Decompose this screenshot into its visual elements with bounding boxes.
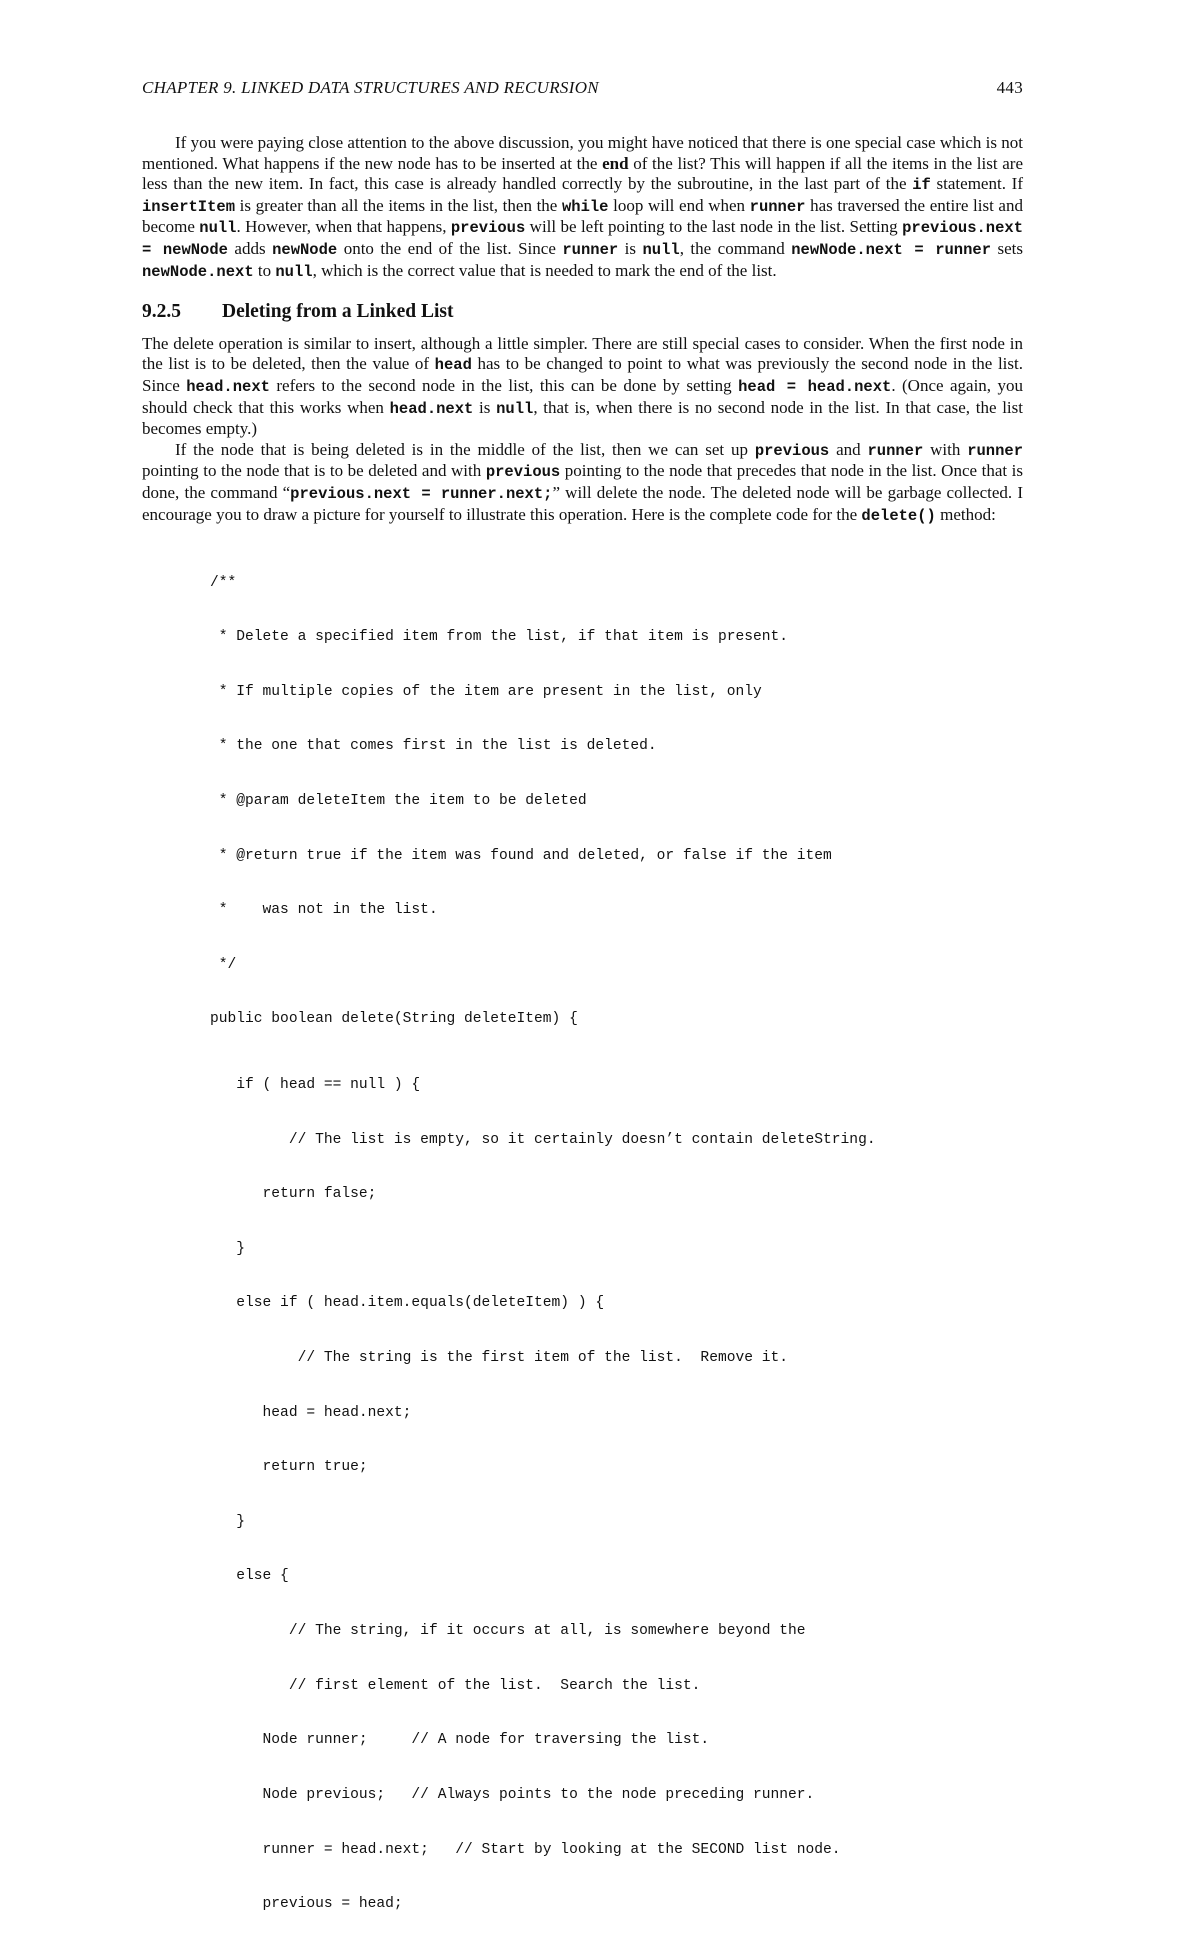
code-line: runner = head.next; // Start by looking at the SECOND list node. <box>210 1841 841 1858</box>
code-runner: runner <box>967 441 1023 460</box>
code-line: * @return true if the item was found and deleted, or false if the item <box>210 847 832 864</box>
paragraph-delete-intro <box>142 334 1023 440</box>
code-line: if ( head == null ) { <box>210 1076 421 1093</box>
code-listing <box>210 537 1023 1950</box>
text-run: method: <box>935 504 996 524</box>
code-head-next: head.next <box>186 377 270 396</box>
text-run: is <box>473 397 497 417</box>
code-if: if <box>912 176 931 195</box>
section-number: 9.2.5 <box>142 301 181 323</box>
code-line: * was not in the list. <box>210 902 438 919</box>
text-run: with <box>923 439 968 459</box>
code-null: null <box>275 262 313 281</box>
code-line: public boolean delete(String deleteItem) { <box>210 1011 578 1028</box>
code-line: // The string is the first item of the list. Remove it. <box>210 1350 789 1367</box>
text-run: sets <box>991 238 1024 258</box>
text-run: ” will delete the node. The deleted node will be garbage collected. I encourage you to draw a picture for yourself to illustrate this operation. Here is the complete code for the <box>142 482 1023 524</box>
code-line: return true; <box>210 1459 368 1476</box>
code-null: null <box>496 399 534 418</box>
text-run: will be left pointing to the last node in the list. Setting <box>525 217 903 237</box>
emphasis-end: end <box>602 153 629 173</box>
code-line: * Delete a specified item from the list, if that item is present. <box>210 629 789 646</box>
code-line: } <box>210 1240 246 1257</box>
code-newnode: newNode <box>272 240 338 259</box>
text-run: . However, when that happens, <box>236 217 451 237</box>
text-run: The delete operation is similar to insert, although a little simpler. There are still special cases to consider. When the first node in the list is to be deleted, then the value of <box>142 333 1023 374</box>
text-run: and <box>829 439 868 459</box>
code-line: Node runner; // A node for traversing the list. <box>210 1732 710 1749</box>
code-line: else { <box>210 1568 289 1585</box>
text-run: pointing to the node that is to be deleted and with <box>142 461 486 481</box>
code-line: * the one that comes first in the list is deleted. <box>210 738 657 755</box>
text-run: onto the end of the list. Since <box>337 238 563 258</box>
code-line: // The list is empty, so it certainly doesn’t contain deleteString. <box>210 1131 876 1148</box>
code-line: * @param deleteItem the item to be deleted <box>210 792 587 809</box>
code-null: null <box>642 240 680 259</box>
text-run: adds <box>227 238 273 258</box>
code-null: null <box>199 219 237 238</box>
text-run: loop will end when <box>608 195 750 215</box>
text-run: has traversed the entire list and become <box>142 195 1023 237</box>
text-run: , which is the correct value that is needed to mark the end of the list. <box>312 260 777 280</box>
text-run: is <box>618 238 643 258</box>
code-delete-method: delete() <box>861 506 936 525</box>
code-line: head = head.next; <box>210 1404 412 1421</box>
paragraph-end-case <box>142 133 1023 282</box>
paragraph-delete-middle <box>142 440 1023 526</box>
code-newnode-next-assign: newNode.next = runner <box>791 240 992 259</box>
text-run: has to be changed to point to what was previously the second node in the list. Since <box>142 354 1023 395</box>
code-head: head <box>434 356 472 375</box>
code-head-next: head.next <box>389 399 474 418</box>
code-line: } <box>210 1513 246 1530</box>
code-previous: previous <box>485 463 561 482</box>
text-run: . (Once again, you should check that this works when <box>142 375 1023 417</box>
code-line: /** <box>210 574 237 591</box>
code-line: return false; <box>210 1186 377 1203</box>
text-run: to <box>253 260 276 280</box>
section-heading <box>142 302 1023 323</box>
code-head-assign: head = head.next <box>738 377 892 396</box>
text-run: , the command <box>679 238 792 258</box>
running-header <box>142 78 1023 98</box>
code-insertitem: insertItem <box>142 197 236 216</box>
code-line: * If multiple copies of the item are present in the list, only <box>210 683 762 700</box>
text-run: If the node that is being deleted is in the middle of the list, then we can set up <box>175 439 755 459</box>
code-line: Node previous; // Always points to the node preceding runner. <box>210 1786 815 1803</box>
code-runner: runner <box>562 240 619 259</box>
text-run: of the list? This will happen if all the items in the list are less than the new item. In fact, this case is already handled correctly by the subroutine, in the last part of the <box>142 153 1023 194</box>
page-number: 443 <box>996 78 1023 97</box>
code-previous: previous <box>754 441 830 460</box>
code-line: // first element of the list. Search the list. <box>210 1677 701 1694</box>
code-while: while <box>561 197 609 216</box>
code-line: // The string, if it occurs at all, is somewhere beyond the <box>210 1623 806 1640</box>
page-body <box>142 133 1023 1950</box>
text-run: pointing to the node that precedes that node in the list. Once that is done, the command “ <box>142 461 1023 502</box>
code-line: else if ( head.item.equals(deleteItem) ) { <box>210 1295 605 1312</box>
code-newnode-next: newNode.next <box>142 262 254 281</box>
text-run: refers to the second node in the list, this can be done by setting <box>269 375 739 395</box>
code-previous-next-assign: previous.next = newNode <box>142 219 1024 259</box>
code-line: */ <box>210 956 237 973</box>
code-previous: previous <box>450 219 526 238</box>
text-run: is greater than all the items in the list, then the <box>235 195 562 215</box>
code-line: previous = head; <box>210 1896 403 1913</box>
code-delete-command: previous.next = runner.next; <box>290 484 553 503</box>
text-run: If you were paying close attention to the above discussion, you might have noticed that there is one special case which is not mentioned. What happens if the new node has to be inserted at the <box>142 133 1023 173</box>
section-title: Deleting from a Linked List <box>222 301 454 323</box>
text-run: statement. If <box>930 174 1023 194</box>
code-runner: runner <box>867 441 924 460</box>
text-run: , that is, when there is no second node in the list. In that case, the list becomes empty.) <box>142 397 1023 439</box>
chapter-title: CHAPTER 9. LINKED DATA STRUCTURES AND RECURSION <box>142 78 599 97</box>
code-runner: runner <box>749 197 806 216</box>
